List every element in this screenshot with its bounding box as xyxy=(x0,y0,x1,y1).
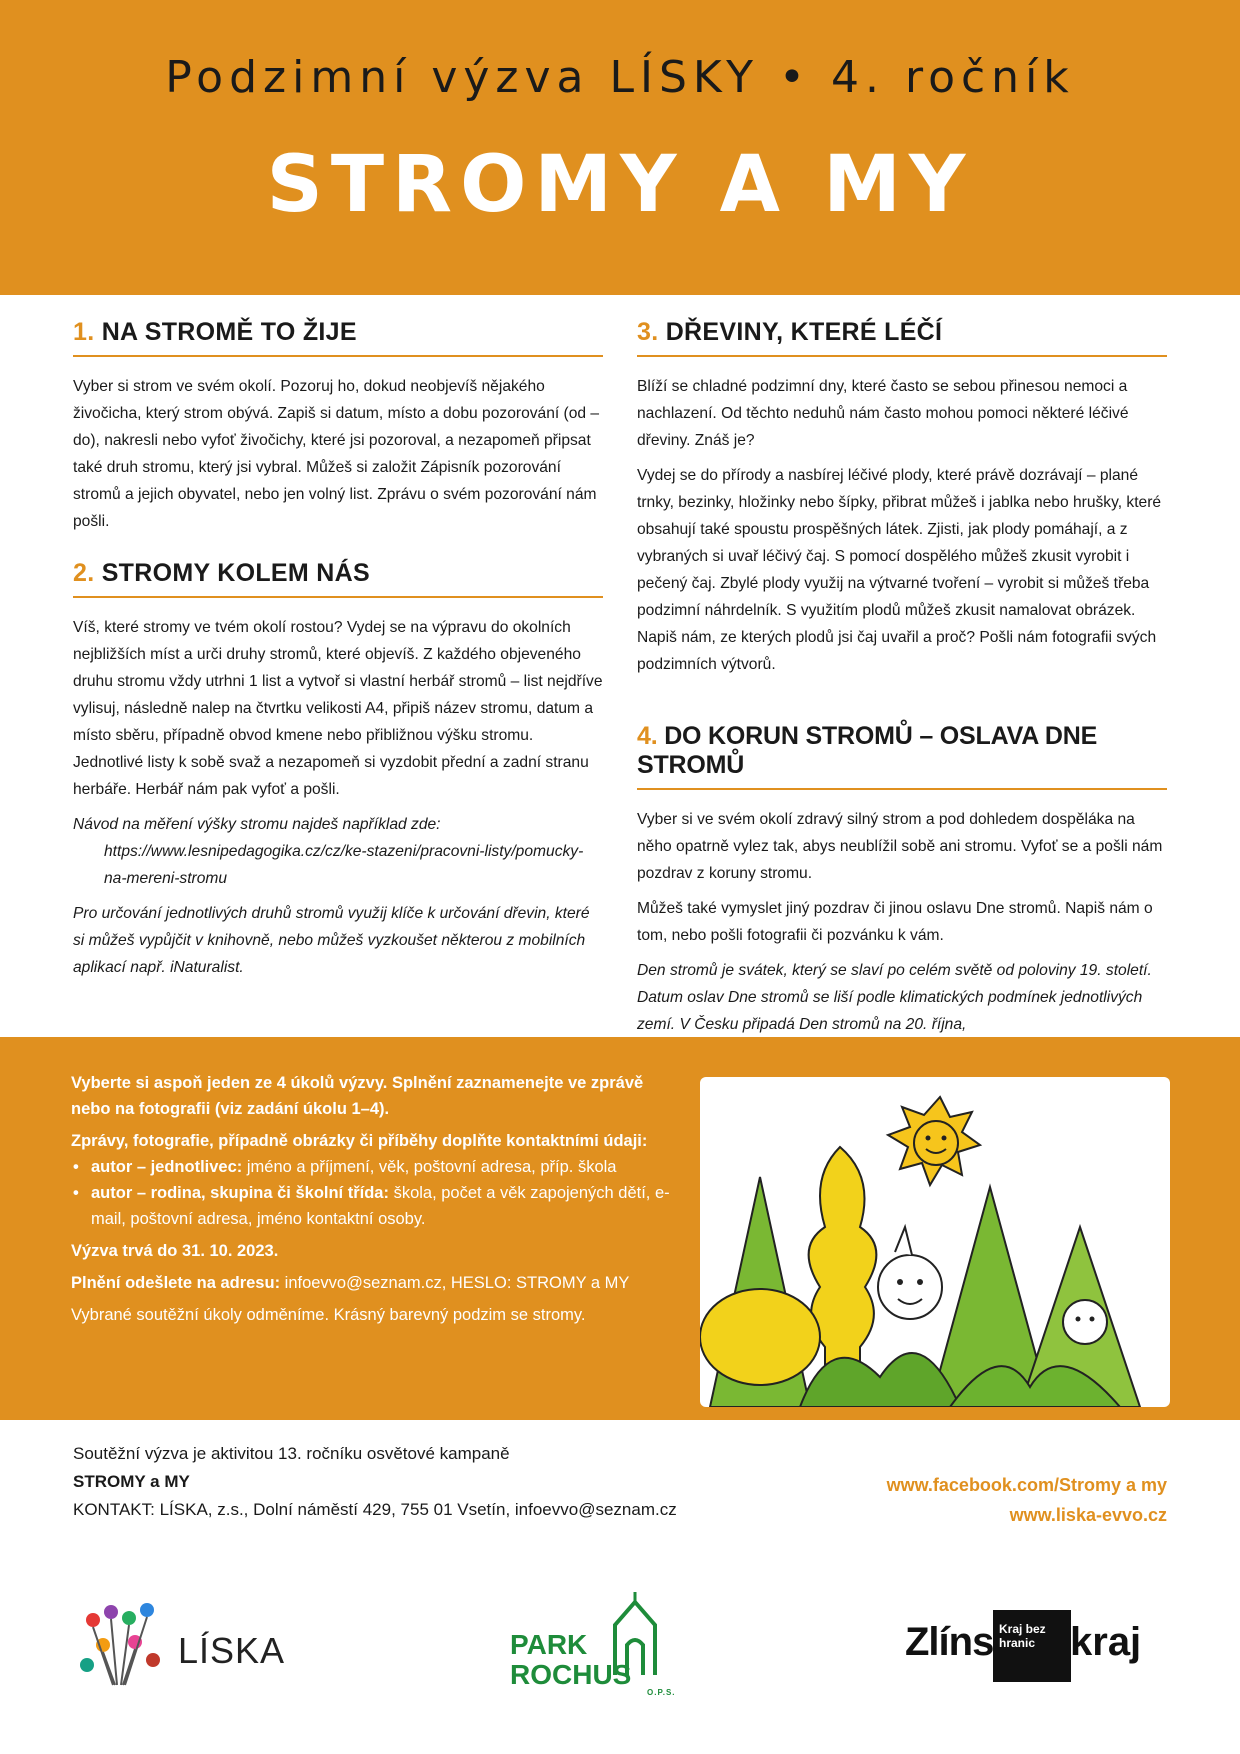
section-3-heading: 3. DŘEVINY, KTERÉ LÉČÍ xyxy=(637,318,1167,357)
list-item: • autor – jednotlivec: jméno a příjmení, věk, poštovní adresa, příp. škola xyxy=(71,1154,671,1180)
right-column xyxy=(637,318,1167,1089)
website-link[interactable]: www.liska-evvo.cz xyxy=(1009,1505,1167,1525)
left-column xyxy=(73,318,603,1005)
partner-logos xyxy=(0,1590,1240,1710)
forest-illustration xyxy=(700,1077,1170,1407)
section-2-text: Víš, které stromy ve tvém okolí rostou? Vydej se na výpravu do okolních nejbližších míst a urči druhy stromů, které objevíš. Z každého objeveného druhu stromu vždy utrhni 1 list a vytvoř si vlastní herbář stromů – list nejdříve vylisuj, následně nalep na čtvrtku velikosti A4, připiš název stromu, datum a místo sběru, případně obvod kmene nebo přibližnou výšku stromu. Jednotlivé listy k sobě svaž a nezapomeň si vyzdobit přední a zadní stranu herbáře. Herbář nám pak vyfoť a pošli. xyxy=(73,619,603,798)
section-2 xyxy=(73,559,603,981)
closing-line: Vybrané soutěžní úkoly odměníme. Krásný barevný podzim se stromy. xyxy=(71,1306,586,1324)
section-1-heading: 1. NA STROMĚ TO ŽIJE xyxy=(73,318,603,357)
footer-links xyxy=(887,1470,1167,1530)
section-1 xyxy=(73,318,603,535)
section-4 xyxy=(637,722,1167,1065)
section-4-text: Vyber si ve svém okolí zdravý silný strom a pod dohledem dospěláka na něho opatrně vylez tak, abys neublížil sobě ani stromu. Vyfoť se a pošli nám pozdrav z koruny stromu. xyxy=(637,811,1163,882)
section-3-text: Vydej se do přírody a nasbírej léčivé plody, které právě dozrávají – plané trnky, bezinky, hložinky nebo šípky, přibrat můžeš i jablka nebo hrušky, které obsahují také spoustu prospěšných látek. Zjisti, jak plody pomáhají, a z vybraných si uvař léčivý čaj. S pomocí dospělého můžeš zkusit vyrobit i pečený čaj. Zbylé plody využij na výtvarné tvoření – vyrobit si můžeš třeba podzimní náhrdelník. S využitím plodů můžeš zkusit namalovat obrázek. Napiš nám, ze kterých plodů jsi čaj uvařil a proč? Pošli nám fotografii svých podzimních výtvorů. xyxy=(637,467,1162,673)
park-rochus-logo xyxy=(505,1590,695,1700)
hedgehog-face-icon xyxy=(1063,1300,1107,1344)
instructions-text xyxy=(71,1070,671,1334)
zlin-region-logo xyxy=(905,1610,1145,1690)
liska-flowers-icon xyxy=(73,1590,173,1700)
zlin-wordmark: Zlíns xyxy=(905,1620,994,1664)
instructions-line-2: Zprávy, fotografie, případně obrázky či příběhy doplňte kontaktními údaji: xyxy=(71,1132,648,1150)
section-2-note: Pro určování jednotlivých druhů stromů využij klíče k určování dřevin, které si můžeš vypůjčit v knihovně, nebo můžeš vyzkoušet některou z mobilních aplikací např. iNaturalist. xyxy=(73,905,590,976)
section-4-text-2: Můžeš také vymyslet jiný pozdrav či jinou oslavu Dne stromů. Napiš nám o tom, nebo pošli fotografii či pozvánku k vám. xyxy=(637,900,1153,944)
section-2-link[interactable]: https://www.lesnipedagogika.cz/cz/ke-stazeni/pracovni-listy/pomucky-na-mereni-stromu xyxy=(104,843,584,887)
page-title: STROMY A MY xyxy=(266,140,974,230)
liska-logo xyxy=(73,1590,293,1700)
section-4-note: Den stromů je svátek, který se slaví po celém světě od poloviny 19. století. Datum oslav Dne stromů se liší podle klimatických podmínek jednotlivých zemí. V Česku připadá Den stromů na 20. října, xyxy=(637,962,1152,1033)
footer-line-1: Soutěžní výzva je aktivitou 13. ročníku osvětové kampaně xyxy=(73,1444,510,1463)
footer-contact: KONTAKT: LÍSKA, z.s., Dolní náměstí 429, 755 01 Vsetín, infoevvo@seznam.cz xyxy=(73,1500,677,1519)
section-3 xyxy=(637,318,1167,678)
facebook-link[interactable]: www.facebook.com/Stromy a my xyxy=(886,1475,1167,1495)
section-3-intro: Blíží se chladné podzimní dny, které často se sebou přinesou nemoci a nachlazení. Od těchto neduhů nám často mohou pomoci některé léčivé dřeviny. Znáš je? xyxy=(637,378,1129,449)
park-rochus-ops: O.P.S. xyxy=(647,1688,676,1697)
header-banner xyxy=(0,0,1240,295)
contact-list xyxy=(71,1154,671,1232)
instructions-band xyxy=(0,1037,1240,1420)
deadline: Výzva trvá do 31. 10. 2023. xyxy=(71,1242,279,1260)
footer-campaign: STROMY a MY xyxy=(73,1472,190,1491)
park-rochus-wordmark: PARK ROCHUS xyxy=(510,1629,632,1690)
section-2-howto: Návod na měření výšky stromu najdeš například zde: xyxy=(73,816,441,833)
liska-wordmark: LÍSKA xyxy=(178,1630,286,1671)
footer-info xyxy=(73,1440,677,1524)
section-1-text: Vyber si strom ve svém okolí. Pozoruj ho, dokud neobjevíš nějakého živočicha, který strom obývá. Zapiš si datum, místo a dobu pozorování (od – do), nakresli nebo vyfoť živočichy, které jsi pozoroval, a nezapomeň připsat také druh stromu, který jsi vybral. Můžeš si založit Zápisník pozorování stromů a jejich obyvatel, nebo jen volný list. Zprávu o svém pozorování nám pošli. xyxy=(73,378,600,530)
zlin-tagline-box: Kraj bez hranic xyxy=(993,1610,1071,1682)
section-4-heading: 4. DO KORUN STROMŮ – OSLAVA DNE STROMŮ xyxy=(637,722,1167,790)
list-item: • autor – rodina, skupina či školní třída: škola, počet a věk zapojených dětí, e-mail, poštovní adresa, jméno kontaktní osoby. xyxy=(71,1180,671,1232)
header-subtitle: Podzimní výzva LÍSKY • 4. ročník xyxy=(165,52,1075,103)
bush-icon xyxy=(700,1289,820,1385)
send-address: Plnění odešlete na adresu: infoevvo@seznam.cz, HESLO: STROMY a MY xyxy=(71,1274,630,1292)
section-2-heading: 2. STROMY KOLEM NÁS xyxy=(73,559,603,598)
kraj-wordmark: kraj xyxy=(1070,1620,1142,1664)
instructions-line-1: Vyberte si aspoň jeden ze 4 úkolů výzvy. Splnění zaznamenejte ve zprávě nebo na fotografii (viz zadání úkolu 1–4). xyxy=(71,1074,644,1118)
